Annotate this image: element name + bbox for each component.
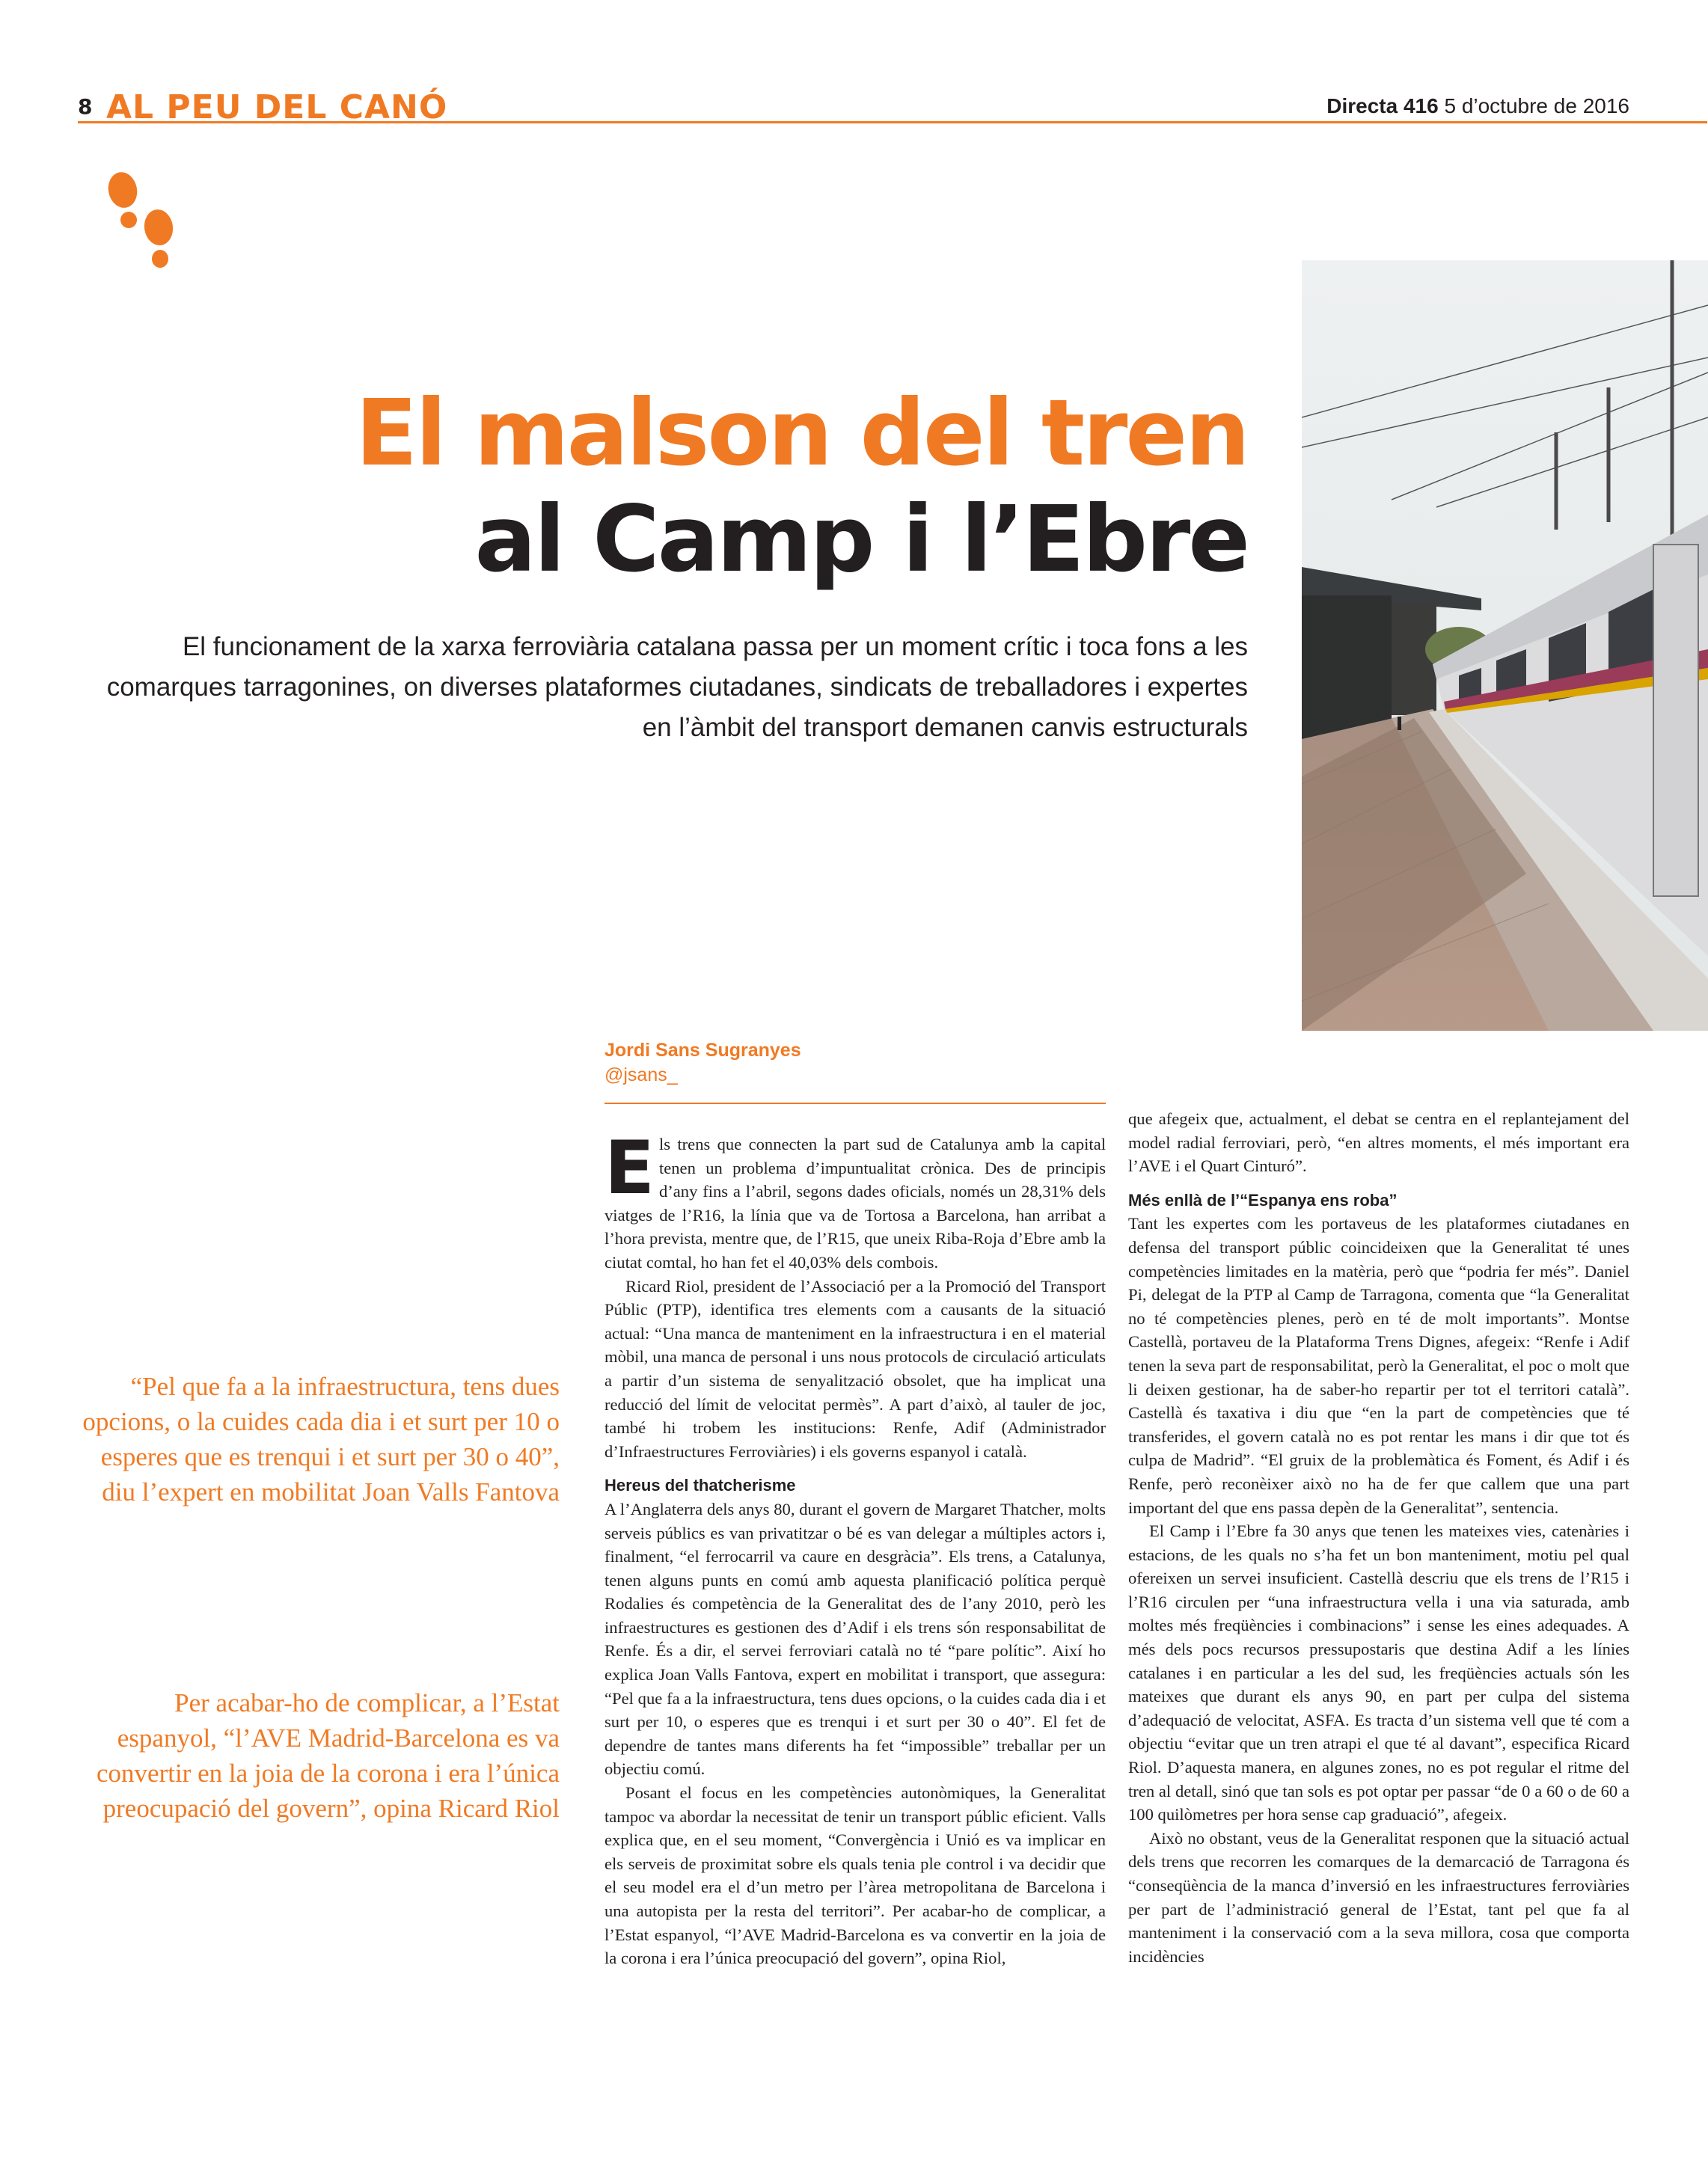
section-title: AL PEU DEL CANÓ [106,88,448,126]
body-paragraph: Posant el focus en les competències autonòmiques, la Generalitat tampoc va abordar la necessitat de tenir un transport públic eficient. Valls explica que, en el seu moment, “Convergència i Unió es va implicar en els serveis de proximitat sobre els quals tenia ple control i va decidir que el seu model era el d’un metro per l’àrea metropolitana de Barcelona i una autopista per la resta del territori”. Per acabar-ho de complicar, a l’Estat espanyol, “l’AVE Madrid-Barcelona es va convertir en la joia de la corona i era l’única preocupació del govern”, opina Riol, [604,1783,1106,1968]
standfirst: El funcionament de la xarxa ferroviària catalana passa per un moment crític i toca fons a les comarques tarragonines, on diverses plataformes ciutadanes, sindicats de treballadores i expertes en l’àmbit del transport demanen canvis estructurals [106,632,1248,742]
footsteps-icon [99,171,181,283]
body-paragraph: Tant les expertes com les portaveus de les plataformes ciutadanes en defensa del transport públic coincideixen que la Generalitat té unes competències limitades en la matèria, però que “podria fer més”. Daniel Pi, delegat de la PTP al Camp de Tarragona, comenta que “la Generalitat no té competències plenes, però en té de molt importants”. Montse Castellà, portaveu de la Plataforma Trens Dignes, afegeix: “Renfe i Adif tenen la seva part de responsabilitat, però la Generalitat, el poc o molt que li deixen gestionar, ha de saber-ho repartir per tot el territori català”. Castellà és taxativa i diu que “en la part de competències que té transferides, el govern català no es pot rentar les mans i dir que tot és culpa de Madrid”. “El gruix de la problemàtica és Foment, és Adif i és Renfe, però reconèixer això no ha de fer que callem que una part important del que ens passa depèn de la Generalitat”, sentencia. [1128,1214,1629,1517]
body-paragraph: Això no obstant, veus de la Generalitat responen que la situació actual dels trens que recorren les comarques de la demarcació de Tarragona és “conseqüència de la manca d’inversió en les infraestructures ferroviàries per part de l’administració general de l’Estat, tant pel que fa al manteniment i la conservació com a la seva millora, cosa que comporta incidències [1128,1828,1629,1966]
drop-cap: E [604,1126,655,1211]
header-rule [78,121,1707,123]
byline-author: Jordi Sans Sugranyes [604,1040,801,1061]
pull-quote-2: Per acabar-ho de complicar, a l’Estat espanyol, “l’AVE Madrid-Barcelona es va convertir en la joia de la corona i era l’única preocupació del govern”, opina Ricard Riol [97,1688,560,1823]
issue-date: 5 d’octubre de 2016 [1444,94,1629,117]
paragraph-text: ls trens que connecten la part sud de Catalunya amb la capital tenen un problema d’impuntualitat crònica. Des de principis d’any fins a l’abril, segons dades oficials, només un 28,31% dels viatges de l’R16, la línia que va de Tortosa a Barcelona, han arribat a l’hora prevista, mentre que, de l’R15, que uneix Riba-Roja d’Ebre amb la ciutat comtal, ho han fet el 40,03% dels combois. [604,1135,1106,1272]
body-column-2 [1128,1107,1629,1968]
body-paragraph [604,1126,1106,1275]
pull-quote-1: “Pel que fa a la infraestructura, tens dues opcions, o la cuides cada dia i et surt per 10 o esperes que es trenqui i et surt per 30 o 40”, diu l’expert en mobilitat Joan Valls Fantova [82,1372,560,1507]
headline-line-1: El malson del tren [355,380,1248,486]
body-paragraph: A l’Anglaterra dels anys 80, durant el govern de Margaret Thatcher, molts serveis públics es van privatitzar o bé es van delegar a múltiples actors i, finalment, “el ferrocarril va caure en desgràcia”. Els trens, a Catalunya, tenen alguns punts en comú amb aquesta planificació política perquè Rodalies és competència de la Generalitat des de l’any 2010, però les infraestructures es gestionen des d’Adif i els trens són responsabilitat de Renfe. És a dir, el servei ferroviari català no té “pare polític”. Així ho explica Joan Valls Fantova, expert en mobilitat i transport, que assegura: “Pel que fa a la infraestructura, tens dues opcions, o la cuides cada dia i et surt per 10, o esperes que es trenqui i et surt per 30 o 40”. El fet de dependre de tantes mans diferents ha fet “impossible” treballar per un objectiu comú. [604,1499,1106,1779]
train-platform-photo [1302,260,1708,1031]
subheading: Hereus del thatcherisme [604,1476,796,1495]
byline-handle[interactable]: @jsans_ [604,1064,678,1085]
headline-line-2: al Camp i l’Ebre [474,486,1248,592]
page-number: 8 [78,94,93,119]
body-column-1 [604,1126,1106,1970]
body-paragraph: El Camp i l’Ebre fa 30 anys que tenen les mateixes vies, catenàries i estacions, de les quals no s’ha fet un bon manteniment, motiu pel qual ofereixen un servei insuficient. Castellà descriu que els trens de l’R15 i l’R16 circulen per “una infraestructura vella i una via saturada, amb moltes més freqüències i combinacions” i sense les eines adequades. A més dels pocs recursos pressupostaris que destina Adif a les línies catalanes i en particular a les del sud, les freqüències actuals són les mateixes que durant els anys 90, en part per culpa del sistema d’adequació de velocitat, ASFA. Es tracta d’un sistema vell que té com a objectiu “evitar que un tren atrapi el que té al davant”, especifica Ricard Riol. D’aquesta manera, en algunes zones, no es pot regular el ritme del tren al detall, sinó que tan sols es pot optar per passar “de 0 a 60 o de 60 a 100 quilòmetres per hora sense cap graduació”, afegeix. [1128,1521,1629,1824]
publication-name: Directa 416 [1326,94,1439,117]
byline-rule [604,1103,1106,1104]
headline [355,380,1248,592]
body-paragraph: Ricard Riol, president de l’Associació per a la Promoció del Transport Públic (PTP), identifica tres elements com a causants de la situació actual: “Una manca de manteniment en la infraestructura i en el material mòbil, una manca de personal i uns nous protocols de circulació articulats a partir d’un sistema de senyalització obsolet, que ha implicat una reducció del límit de velocitat permès”. A part d’això, al tauler de joc, també hi trobem les institucions: Renfe, Adif (Administrador d’Infraestructures Ferroviàries) i els governs espanyol i català. [604,1276,1106,1461]
body-paragraph: que afegeix que, actualment, el debat se centra en el replantejament del model radial ferroviari, però, “en altres moments, el més important era l’AVE i el Quart Cinturó”. [1128,1109,1629,1176]
subheading: Més enllà de l’“Espanya ens roba” [1128,1190,1398,1210]
masthead [1326,94,1629,118]
